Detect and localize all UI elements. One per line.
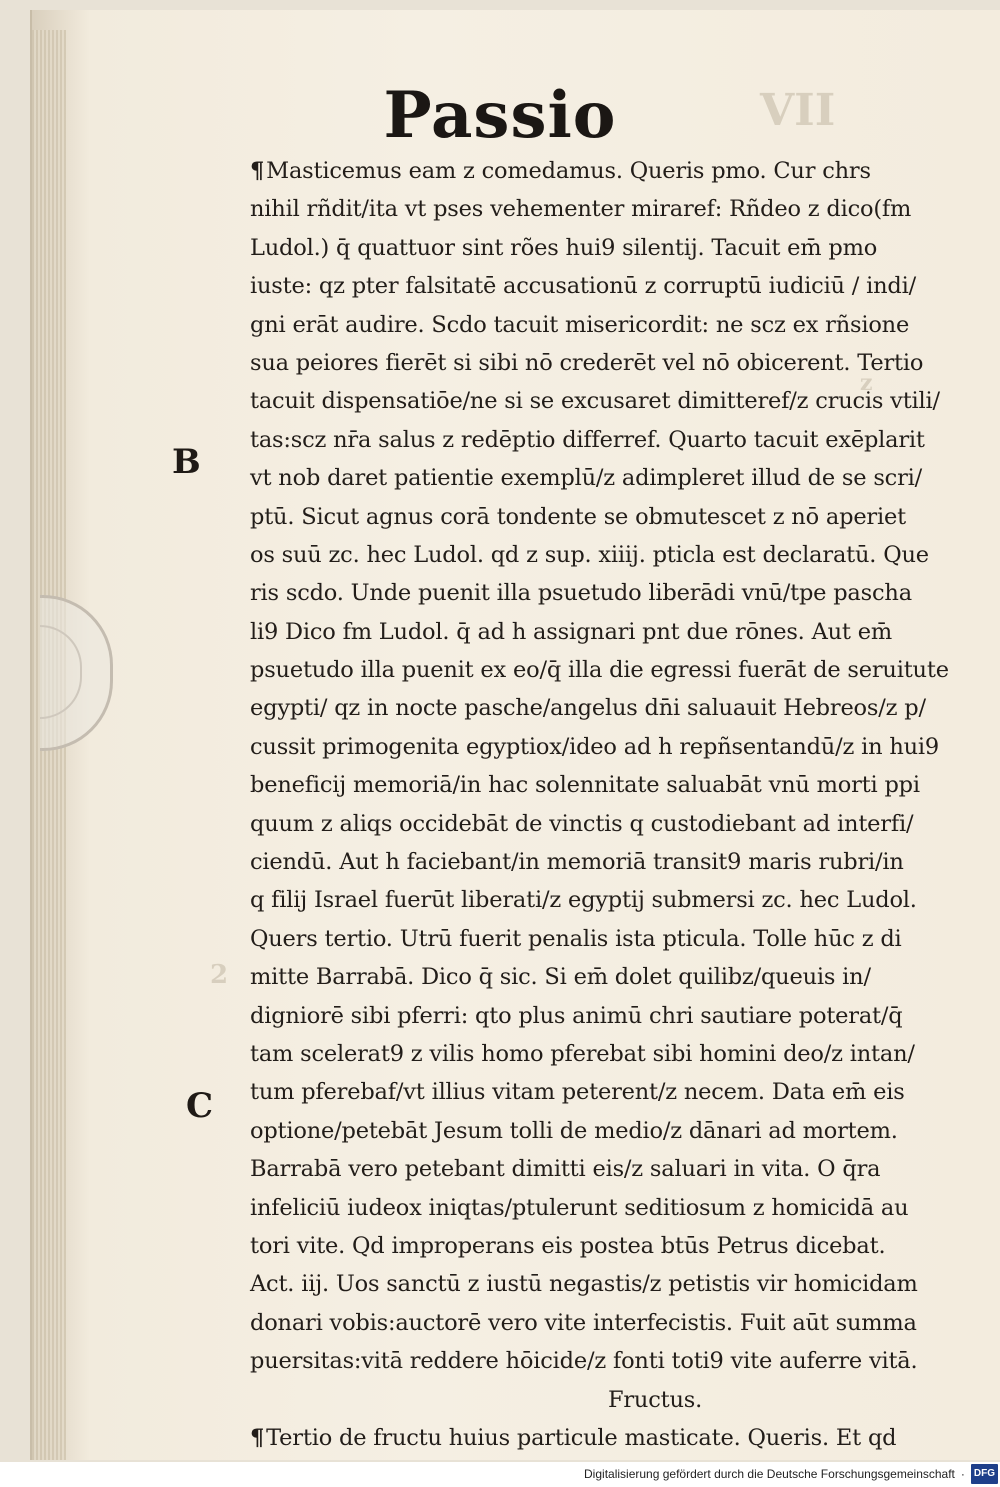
text-line: tacuit dispensatiōe/ne si se excusaret dimitteref/z crucis vtili/ — [250, 388, 940, 415]
text-line: digniorē sibi pferri: qto plus animū chri sautiare poterat/q̄ — [250, 1002, 903, 1029]
text-line: ris scdo. Unde puenit illa psuetudo liberādi vnū/tpe pascha — [250, 580, 912, 607]
body-text — [250, 152, 949, 1462]
text-line: Barrabā vero petebant dimitti eis/z saluari in vita. O q̄ra — [250, 1156, 881, 1183]
text-line: beneficij memoriā/in hac solennitate saluabāt vnū morti ppi — [250, 772, 920, 799]
text-line: Act. iij. Uos sanctū z iustū negastis/z petistis vir homicidam — [250, 1271, 918, 1298]
text-line: q filij Israel fuerūt liberati/z egyptij submersi zc. hec Ludol. — [250, 887, 917, 914]
text-line: gni erāt audire. Scdo tacuit misericordit: ne scz ex rñsione — [250, 311, 910, 338]
text-line: donari vobis:auctorē vero vite interfecistis. Fuit aūt summa — [250, 1309, 917, 1336]
text-line: ptū. Sicut agnus corā tondente se obmutescet z nō aperiet — [250, 503, 906, 530]
section-heading: Fructus. — [607, 1386, 703, 1413]
show-through-mark: VII — [760, 85, 836, 136]
text-line: li9 Dico fm Ludol. q̄ ad h assignari pnt due rōnes. Aut em̄ — [250, 618, 892, 645]
text-line: os suū zc. hec Ludol. qd z sup. xiiij. pticla est declaratū. Que — [250, 541, 929, 568]
text-line: Ludol.) q̄ quattuor sint rões hui9 silentij. Tacuit em̄ pmo — [250, 234, 878, 261]
margin-letter-b: B — [172, 442, 201, 482]
text-line: mitte Barrabā. Dico q̄ sic. Si em̄ dolet quilibz/queuis in/ — [250, 964, 871, 991]
pilcrow-icon: ¶ — [250, 158, 265, 184]
dfg-logo-icon: DFG — [971, 1464, 998, 1484]
text-line: tam scelerat9 z vilis homo pferebat sibi homini deo/z intan/ — [250, 1040, 915, 1067]
text-line: tum pferebaf/vt illius vitam peterent/z necem. Data em̄ eis — [250, 1079, 905, 1106]
show-through-mark: 2 — [210, 960, 229, 990]
margin-letter-c: C — [186, 1086, 214, 1126]
text-line: cussit primogenita egyptiox/ideo ad h repñsentandū/z in hui9 — [250, 733, 940, 760]
text-line: vt nob daret patientie exemplū/z adimpleret illud de se scri/ — [250, 465, 923, 492]
text-line: optione/petebāt Jesum tolli de medio/z dānari ad mortem. — [250, 1117, 898, 1144]
funding-footer — [584, 1465, 998, 1483]
footer-separator: · — [960, 1467, 965, 1481]
text-line: tori vite. Qd improperans eis postea btūs Petrus dicebat. — [250, 1232, 886, 1259]
text-line: nihil rñdit/ita vt pses vehementer miraref: Rñdeo z dico(fm — [250, 196, 912, 223]
text-line: quum z aliqs occidebāt de vinctis q custodiebant ad interfi/ — [250, 810, 914, 837]
pilcrow-icon: ¶ — [250, 1424, 265, 1451]
text-line: ciendū. Aut h faciebant/in memoriā transit9 maris rubri/in — [250, 849, 904, 876]
text-line: ¶Masticemus eam z comedamus. Queris pmo. Cur chrs — [250, 158, 871, 184]
page-title: Passio — [383, 78, 617, 153]
text-line: ¶Tertio de fructu huius particule masticate. Queris. Et qd — [250, 1424, 897, 1451]
text-line: infeliciū iudeox iniqtas/ptulerunt seditiosum z homicidā au — [250, 1194, 909, 1221]
text-line: sua peiores fierēt si sibi nō crederēt vel nō obicerent. Tertio — [250, 349, 924, 376]
text-line: iuste: qz pter falsitatē accusationū z corruptū iudiciū / indi/ — [250, 273, 917, 300]
footer-text: Digitalisierung gefördert durch die Deutsche Forschungsgemeinschaft — [584, 1467, 955, 1481]
text-line — [250, 1457, 940, 1462]
text-line: egypti/ qz in nocte pasche/angelus dn̄i saluauit Hebreos/z p/ — [250, 695, 926, 722]
text-line: tas:scz nr̄a salus z redēptio differref. Quarto tacuit exēplarit — [250, 426, 925, 453]
text-line: puersitas:vitā reddere hōicide/z fonti toti9 vite auferre vitā. — [250, 1348, 918, 1375]
show-through-mark: z — [860, 370, 873, 396]
text-line: psuetudo illa puenit ex eo/q̄ illa die egressi fuerāt de seruitute — [250, 657, 949, 684]
text-line: Quers tertio. Utrū fuerit penalis ista pticula. Tolle hūc z di — [250, 925, 902, 952]
